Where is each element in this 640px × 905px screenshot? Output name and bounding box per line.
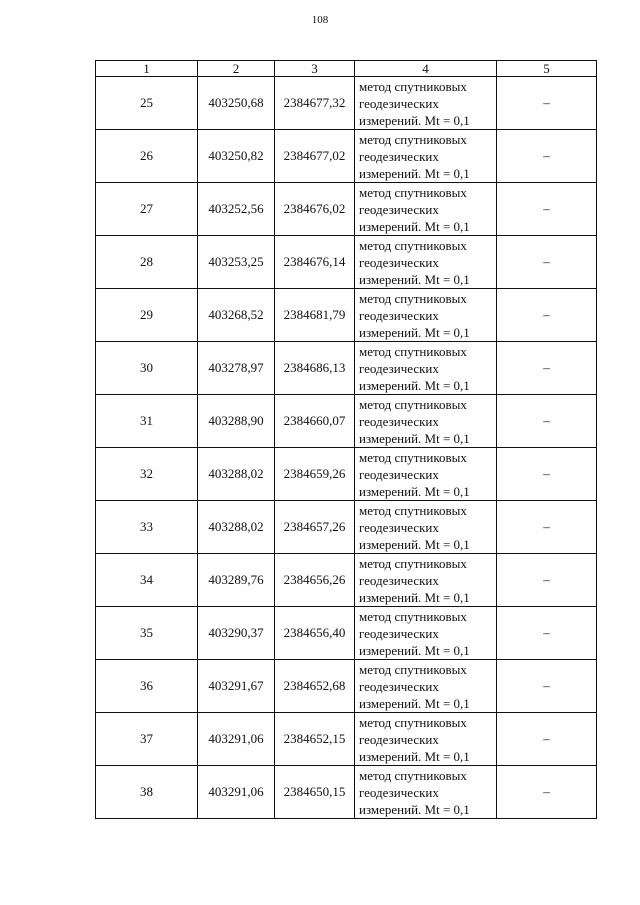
table-row	[96, 713, 597, 766]
y-coordinate-cell: 2384657,26	[275, 501, 355, 554]
point-number-cell: 36	[96, 660, 198, 713]
point-number-cell: 31	[96, 395, 198, 448]
note-cell: –	[497, 713, 597, 766]
method-line-3: измерений. Mt = 0,1	[359, 112, 470, 128]
y-coordinate-cell: 2384652,15	[275, 713, 355, 766]
method-line-2: геодезических	[359, 307, 439, 323]
method-line-2: геодезических	[359, 625, 439, 641]
table-row	[96, 236, 597, 289]
x-coordinate-cell: 403290,37	[198, 607, 275, 660]
method-line-3: измерений. Mt = 0,1	[359, 377, 470, 393]
method-line-1: метод спутниковых	[359, 184, 467, 200]
x-coordinate-cell: 403250,82	[198, 130, 275, 183]
point-number-cell: 30	[96, 342, 198, 395]
method-cell	[355, 395, 497, 448]
y-coordinate-cell: 2384652,68	[275, 660, 355, 713]
method-cell	[355, 236, 497, 289]
method-line-2: геодезических	[359, 201, 439, 217]
table-row	[96, 77, 597, 130]
point-number-cell: 38	[96, 766, 198, 819]
x-coordinate-cell: 403289,76	[198, 554, 275, 607]
method-line-3: измерений. Mt = 0,1	[359, 748, 470, 764]
table-body	[96, 77, 597, 819]
table-row	[96, 342, 597, 395]
method-cell	[355, 766, 497, 819]
method-line-2: геодезических	[359, 413, 439, 429]
y-coordinate-cell: 2384681,79	[275, 289, 355, 342]
note-cell: –	[497, 130, 597, 183]
note-cell: –	[497, 395, 597, 448]
x-coordinate-cell: 403252,56	[198, 183, 275, 236]
y-coordinate-cell: 2384676,02	[275, 183, 355, 236]
table-row	[96, 130, 597, 183]
method-line-3: измерений. Mt = 0,1	[359, 324, 470, 340]
method-line-1: метод спутниковых	[359, 714, 467, 730]
note-cell: –	[497, 554, 597, 607]
x-coordinate-cell: 403278,97	[198, 342, 275, 395]
method-line-2: геодезических	[359, 95, 439, 111]
method-cell	[355, 183, 497, 236]
y-coordinate-cell: 2384659,26	[275, 448, 355, 501]
method-line-1: метод спутниковых	[359, 237, 467, 253]
method-line-3: измерений. Mt = 0,1	[359, 536, 470, 552]
y-coordinate-cell: 2384677,02	[275, 130, 355, 183]
method-cell	[355, 713, 497, 766]
point-number-cell: 27	[96, 183, 198, 236]
point-number-cell: 29	[96, 289, 198, 342]
y-coordinate-cell: 2384656,26	[275, 554, 355, 607]
table-row	[96, 448, 597, 501]
table-row	[96, 501, 597, 554]
x-coordinate-cell: 403288,02	[198, 501, 275, 554]
header-col-4: 4	[355, 61, 497, 77]
method-line-1: метод спутниковых	[359, 767, 467, 783]
header-row	[96, 61, 597, 77]
method-line-1: метод спутниковых	[359, 502, 467, 518]
method-line-1: метод спутниковых	[359, 449, 467, 465]
method-line-2: геодезических	[359, 254, 439, 270]
point-number-cell: 26	[96, 130, 198, 183]
point-number-cell: 32	[96, 448, 198, 501]
note-cell: –	[497, 183, 597, 236]
method-line-2: геодезических	[359, 784, 439, 800]
table-row	[96, 766, 597, 819]
method-line-1: метод спутниковых	[359, 131, 467, 147]
y-coordinate-cell: 2384660,07	[275, 395, 355, 448]
point-number-cell: 28	[96, 236, 198, 289]
note-cell: –	[497, 289, 597, 342]
method-line-3: измерений. Mt = 0,1	[359, 483, 470, 499]
table-header	[96, 61, 597, 77]
method-line-2: геодезических	[359, 731, 439, 747]
method-cell	[355, 501, 497, 554]
method-line-2: геодезических	[359, 678, 439, 694]
method-line-3: измерений. Mt = 0,1	[359, 695, 470, 711]
coordinates-table	[95, 60, 597, 819]
header-col-3: 3	[275, 61, 355, 77]
method-cell	[355, 342, 497, 395]
x-coordinate-cell: 403291,06	[198, 766, 275, 819]
method-line-3: измерений. Mt = 0,1	[359, 801, 470, 817]
page-number: 108	[311, 14, 329, 26]
method-line-1: метод спутниковых	[359, 396, 467, 412]
table-row	[96, 607, 597, 660]
method-line-3: измерений. Mt = 0,1	[359, 642, 470, 658]
point-number-cell: 25	[96, 77, 198, 130]
x-coordinate-cell: 403291,67	[198, 660, 275, 713]
y-coordinate-cell: 2384686,13	[275, 342, 355, 395]
table-row	[96, 183, 597, 236]
method-line-1: метод спутниковых	[359, 661, 467, 677]
method-line-1: метод спутниковых	[359, 78, 467, 94]
method-line-2: геодезических	[359, 466, 439, 482]
header-col-1: 1	[96, 61, 198, 77]
table-row	[96, 554, 597, 607]
method-cell	[355, 607, 497, 660]
method-line-2: геодезических	[359, 360, 439, 376]
point-number-cell: 37	[96, 713, 198, 766]
note-cell: –	[497, 77, 597, 130]
method-cell	[355, 77, 497, 130]
method-line-3: измерений. Mt = 0,1	[359, 430, 470, 446]
method-line-3: измерений. Mt = 0,1	[359, 218, 470, 234]
note-cell: –	[497, 342, 597, 395]
note-cell: –	[497, 660, 597, 713]
x-coordinate-cell: 403288,02	[198, 448, 275, 501]
method-cell	[355, 130, 497, 183]
method-line-2: геодезических	[359, 519, 439, 535]
y-coordinate-cell: 2384677,32	[275, 77, 355, 130]
method-cell	[355, 289, 497, 342]
method-cell	[355, 448, 497, 501]
x-coordinate-cell: 403250,68	[198, 77, 275, 130]
x-coordinate-cell: 403253,25	[198, 236, 275, 289]
note-cell: –	[497, 607, 597, 660]
x-coordinate-cell: 403291,06	[198, 713, 275, 766]
point-number-cell: 33	[96, 501, 198, 554]
method-line-2: геодезических	[359, 148, 439, 164]
table-row	[96, 289, 597, 342]
note-cell: –	[497, 236, 597, 289]
x-coordinate-cell: 403288,90	[198, 395, 275, 448]
note-cell: –	[497, 448, 597, 501]
y-coordinate-cell: 2384656,40	[275, 607, 355, 660]
point-number-cell: 34	[96, 554, 198, 607]
method-line-3: измерений. Mt = 0,1	[359, 165, 470, 181]
y-coordinate-cell: 2384650,15	[275, 766, 355, 819]
method-line-1: метод спутниковых	[359, 555, 467, 571]
x-coordinate-cell: 403268,52	[198, 289, 275, 342]
method-line-1: метод спутниковых	[359, 608, 467, 624]
method-line-3: измерений. Mt = 0,1	[359, 271, 470, 287]
header-col-5: 5	[497, 61, 597, 77]
point-number-cell: 35	[96, 607, 198, 660]
method-line-1: метод спутниковых	[359, 290, 467, 306]
note-cell: –	[497, 501, 597, 554]
y-coordinate-cell: 2384676,14	[275, 236, 355, 289]
method-line-3: измерений. Mt = 0,1	[359, 589, 470, 605]
table-row	[96, 395, 597, 448]
note-cell: –	[497, 766, 597, 819]
table-row	[96, 660, 597, 713]
method-line-1: метод спутниковых	[359, 343, 467, 359]
header-col-2: 2	[198, 61, 275, 77]
method-cell	[355, 660, 497, 713]
method-line-2: геодезических	[359, 572, 439, 588]
method-cell	[355, 554, 497, 607]
